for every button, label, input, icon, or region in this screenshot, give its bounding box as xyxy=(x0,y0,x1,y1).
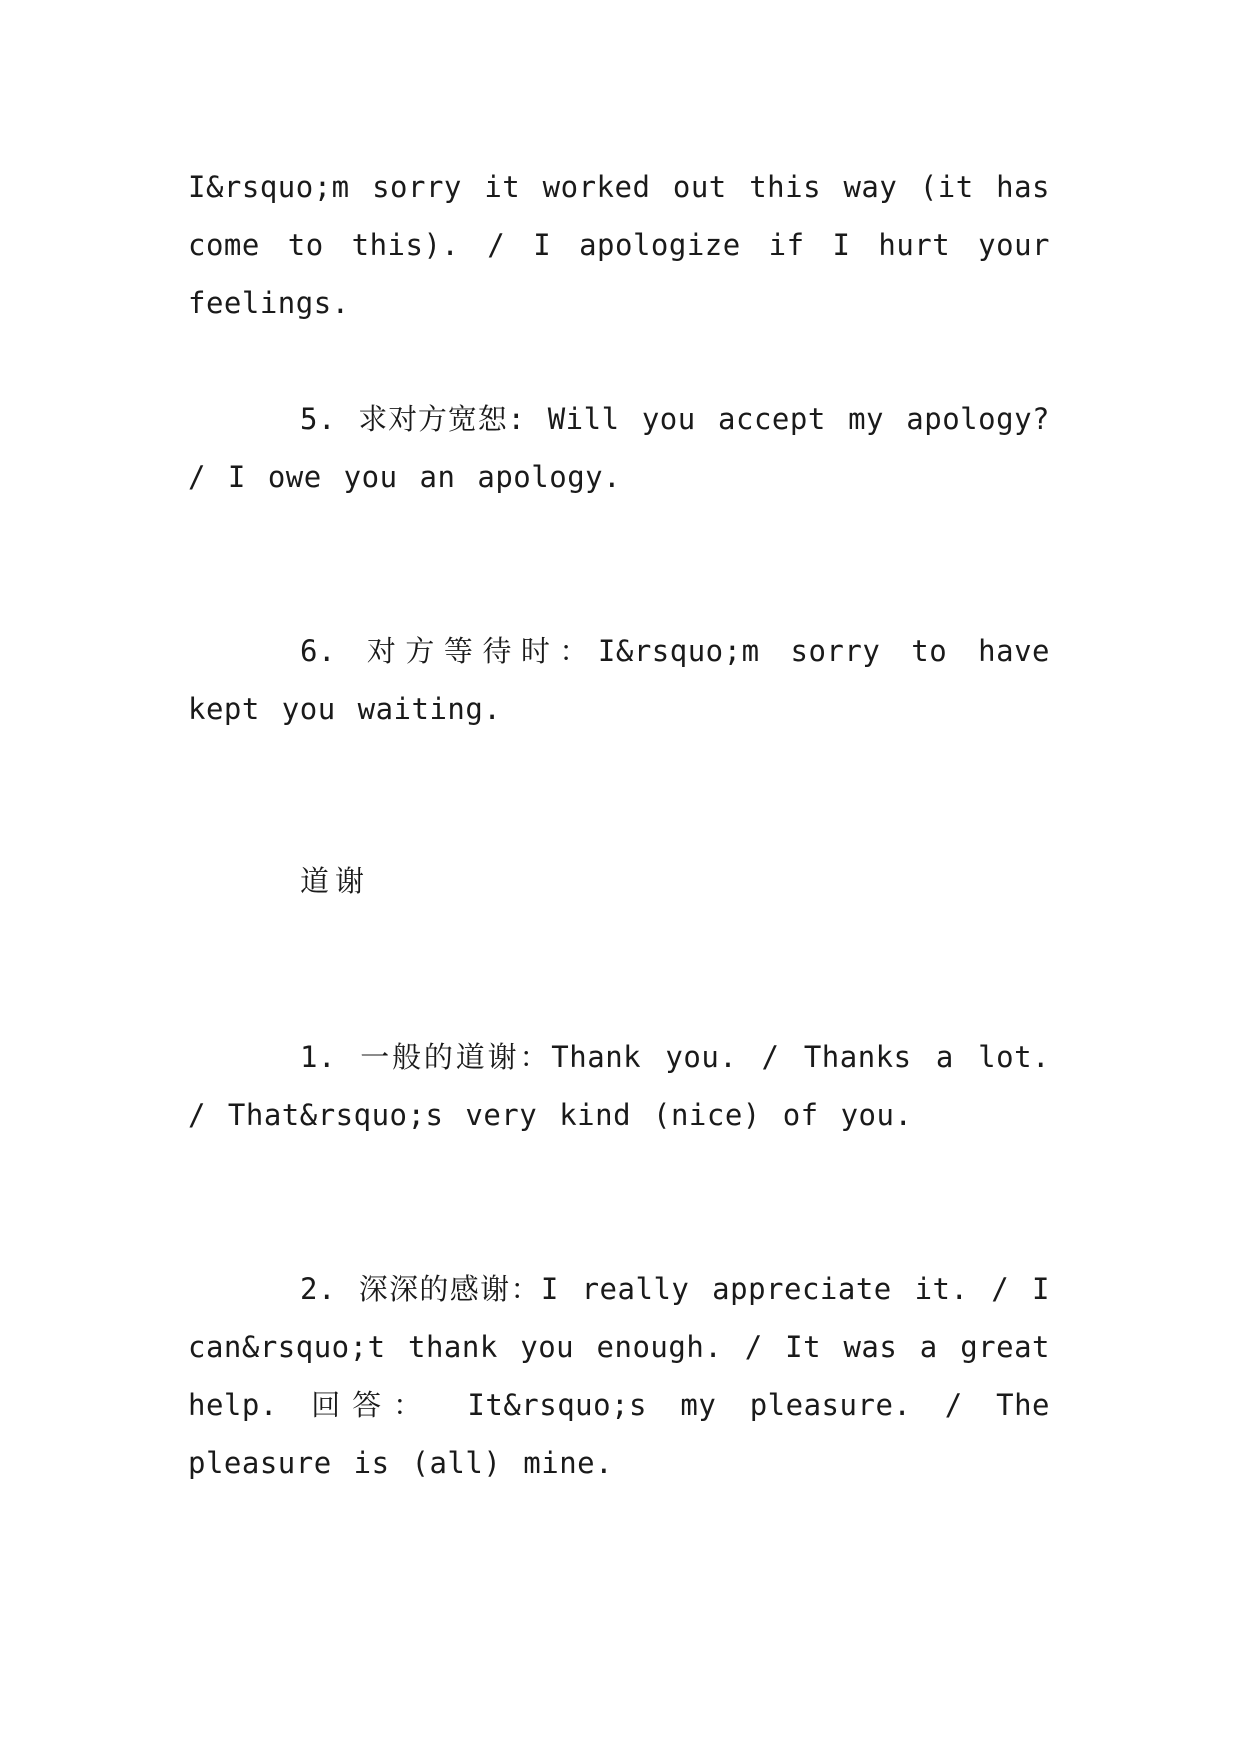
paragraph-thanks-item-2: 2. 深深的感谢：I really appreciate it. / I can&rsquo;t thank you enough. / It was a great help. 回答： It&rsquo;s my pleasure. / The pleasure is (all) mine. xyxy=(188,1272,1050,1480)
paragraph-thanks-item-1: 1. 一般的道谢：Thank you. / Thanks a lot. / That&rsquo;s very kind (nice) of you. xyxy=(188,1040,1050,1132)
paragraph-item-5-ask-forgiveness: 5. 求对方宽恕: Will you accept my apology? / I owe you an apology. xyxy=(188,402,1050,494)
paragraph-item-6-kept-waiting: 6. 对方等待时：I&rsquo;m sorry to have kept you waiting. xyxy=(188,634,1050,726)
section-heading-thanks: 道谢 xyxy=(300,864,371,898)
paragraph-apology-continued: I&rsquo;m sorry it worked out this way (it has come to this). / I apologize if I hurt your feelings. xyxy=(188,170,1050,320)
